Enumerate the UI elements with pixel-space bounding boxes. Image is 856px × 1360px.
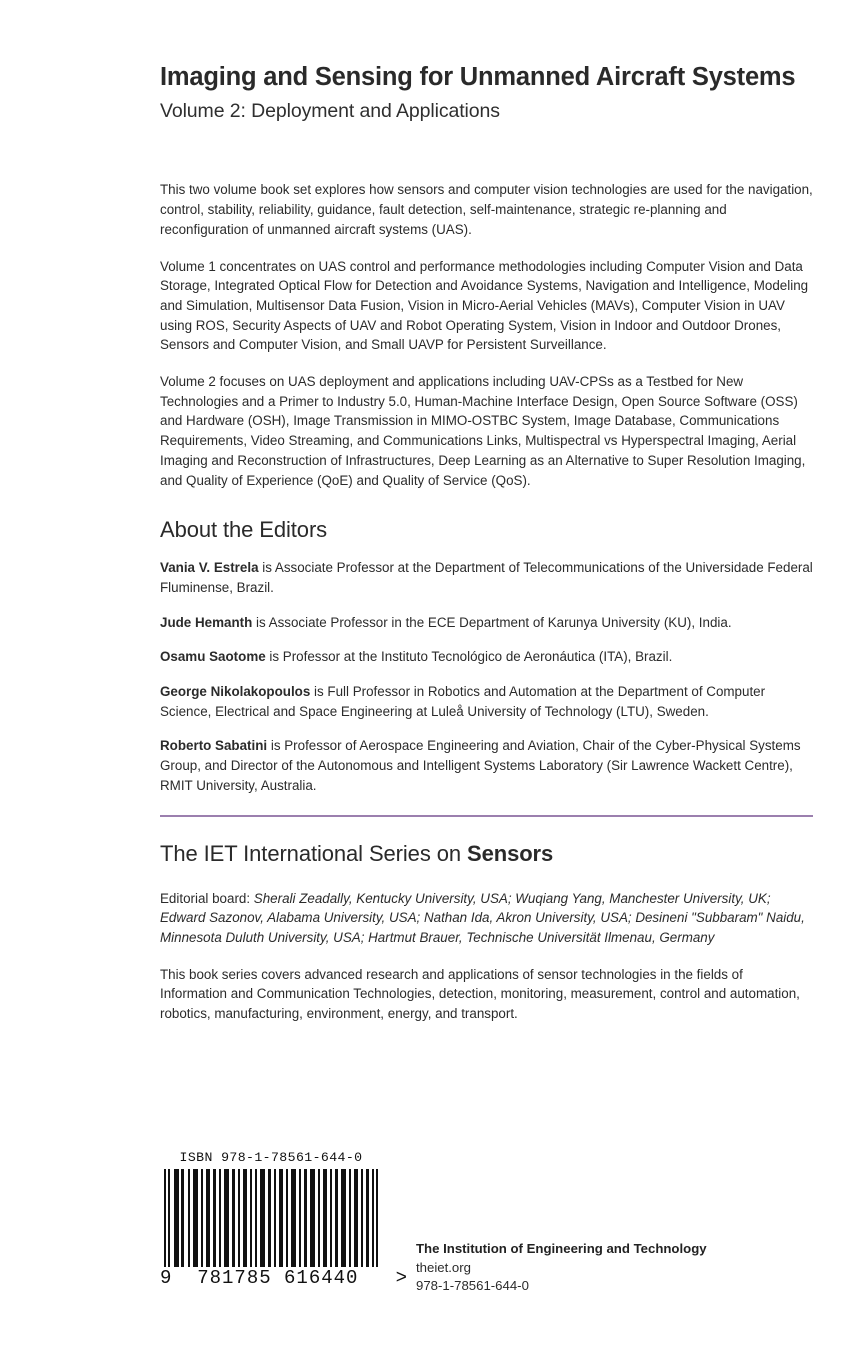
editor-name: Vania V. Estrela <box>160 560 259 576</box>
publisher-isbn: 978-1-78561-644-0 <box>416 1278 529 1294</box>
series-heading-prefix: The IET International Series on <box>160 840 468 866</box>
barcode-block <box>160 1150 409 1289</box>
series-description: This book series covers advanced research and applications of sensor technologies in the fields of Information and Communication Technologies, detection, monitoring, measurement, control and automation, robotics, manufacturing, environment, energy, and transport. <box>160 966 800 1022</box>
editor-entry <box>160 632 813 667</box>
editor-name: Jude Hemanth <box>160 614 253 630</box>
blurb-paragraph-2: Volume 1 concentrates on UAS control and performance methodologies including Computer Vision and Data Storage, Integrated Optical Flow for Detection and Avoidance Systems, Navigation and Intelligence, Modeling and Simulation, Multisensor Data Fusion, Vision in Micro-Aerial Vehicles (MAVs), Computer Vision in UAV using ROS, Security Aspects of UAV and Robot Operating System, Vision in Indoor and Outdoor Drones, Sensors and Computer Vision, and Small UAVP for Persistent Surveillance. <box>160 258 809 353</box>
isbn-label: ISBN 978-1-78561-644-0 <box>179 1150 363 1165</box>
editor-name: Roberto Sabatini <box>160 738 268 754</box>
title-block <box>160 0 813 124</box>
blurb-paragraph-3: Volume 2 focuses on UAS deployment and applications including UAV-CPSs as a Testbed for New Technologies and a Primer to Industry 5.0, Human-Machine Interface Design, Open Source Software (OSS) and Hardware (OSH), Image Transmission in MIMO-OSTBC System, Image Database, Communications Requirements, Video Streaming, and Communications Links, Multispectral vs Hyperspectral Imaging, Aerial Imaging and Reconstruction of Infrastructures, Deep Learning as an Alternative to Super Resolution Imaging, and Quality of Experience (QoE) and Quality of Service (QoS). <box>160 374 806 488</box>
editorial-board-label: Editorial board: <box>160 890 254 906</box>
editor-bio: is Professor at the Instituto Tecnológico de Aeronáutica (ITA), Brazil. <box>265 649 673 665</box>
cover-content <box>160 0 813 1024</box>
cover-footer <box>0 1140 856 1360</box>
editor-bio: is Professor of Aerospace Engineering and Aviation, Chair of the Cyber-Physical Systems Group, and Director of the Autonomous and Intelligent Systems Laboratory (Sir Lawrence Wackett Centre), RMIT University, Australia. <box>160 738 801 793</box>
editor-bio: is Full Professor in Robotics and Automation at the Department of Computer Science, Electrical and Space Engineering at Luleå University of Technology (LTU), Sweden. <box>160 684 766 719</box>
editor-entry <box>160 598 813 633</box>
blurb-paragraph-1: This two volume book set explores how sensors and computer vision technologies are used for the navigation, control, stability, reliability, guidance, fault detection, self-maintenance, strategic re-planning and reconfiguration of unmanned aircraft systems (UAS). <box>160 182 813 237</box>
barcode-bars-icon <box>160 1169 382 1267</box>
editor-bio: is Associate Professor in the ECE Department of Karunya University (KU), India. <box>252 614 732 630</box>
page-title: Imaging and Sensing for Unmanned Aircraft Systems <box>160 63 796 91</box>
editor-entry <box>160 721 813 795</box>
section-divider <box>160 815 813 817</box>
about-editors-heading: About the Editors <box>160 517 328 543</box>
editorial-board-names: Sherali Zeadally, Kentucky University, USA; Wuqiang Yang, Manchester University, UK; Edward Sazonov, Alabama University, USA; Nathan Ida, Akron University, USA; Desineni "Subbaram" Naidu, Minnesota Duluth University, USA; Hartmut Brauer, Technische Universität Ilmenau, Germany <box>160 890 805 945</box>
series-heading-strong: Sensors <box>467 840 554 866</box>
publisher-name: The Institution of Engineering and Technology <box>416 1241 707 1256</box>
editor-entry <box>160 667 813 721</box>
ean-digits: 9 781785 616440 > <box>160 1267 409 1289</box>
ean13-barcode <box>160 1169 382 1267</box>
publisher-website[interactable]: theiet.org <box>416 1259 471 1275</box>
about-the-editors-section <box>160 517 813 795</box>
editor-name: Osamu Saotome <box>160 649 266 665</box>
editor-bio: is Associate Professor at the Department of Telecommunications of the Universidade Federal Fluminense, Brazil. <box>160 560 813 595</box>
editorial-board <box>160 867 813 948</box>
iet-series-section <box>160 841 813 1024</box>
publisher-block <box>416 1240 816 1296</box>
blurb-section <box>160 180 813 490</box>
editor-entry <box>160 543 813 597</box>
editor-name: George Nikolakopoulos <box>160 684 311 700</box>
page-subtitle: Volume 2: Deployment and Applications <box>160 100 500 123</box>
series-heading <box>160 841 813 867</box>
